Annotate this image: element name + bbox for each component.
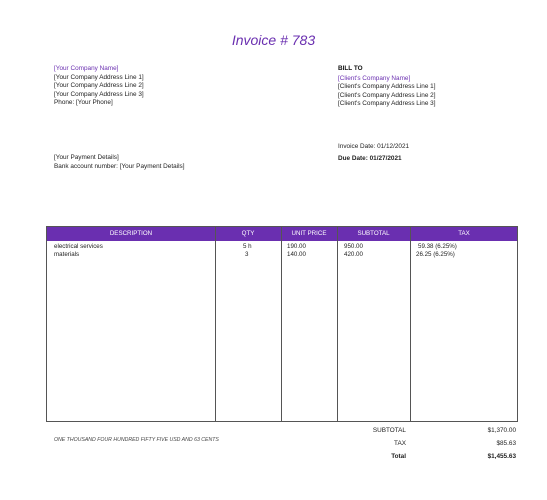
subtotal-row [340, 427, 516, 437]
line-items-table [46, 226, 518, 422]
totals-block [340, 427, 516, 467]
row-qty: 5 h [243, 243, 252, 250]
company-phone: Phone: [Your Phone] [54, 99, 113, 107]
table-header [47, 227, 517, 241]
bank-account: Bank account number: [Your Payment Details] [54, 162, 185, 170]
invoice-dates [338, 143, 409, 163]
subtotal-label: SUBTOTAL [372, 427, 406, 434]
row-qty: 3 [245, 251, 249, 258]
company-address-line-1: [Your Company Address Line 1] [54, 73, 144, 81]
bill-to-heading: BILL TO [338, 65, 363, 72]
client-address-line-2: [Client's Company Address Line 2] [338, 91, 436, 99]
payment-info [54, 154, 185, 171]
total-row [340, 453, 516, 463]
client-address-line-3: [Client's Company Address Line 3] [338, 100, 436, 108]
header-unit-price: UNIT PRICE [291, 230, 327, 237]
subtotal-value: $1,370.00 [487, 427, 516, 434]
row-description: electrical services [54, 243, 103, 250]
row-unit-price: 190.00 [287, 243, 306, 250]
row-subtotal: 420.00 [344, 251, 363, 258]
client-name: [Client's Company Name] [338, 74, 411, 82]
invoice-date: Invoice Date: 01/12/2021 [338, 143, 410, 150]
payment-details: [Your Payment Details] [54, 154, 119, 161]
company-address-line-2: [Your Company Address Line 2] [54, 82, 144, 90]
row-subtotal: 950.00 [344, 243, 363, 250]
table-row [47, 251, 517, 259]
header-qty: QTY [241, 230, 255, 237]
row-unit-price: 140.00 [287, 251, 306, 258]
header-subtotal: SUBTOTAL [357, 230, 390, 237]
amount-in-words: ONE THOUSAND FOUR HUNDRED FIFTY FIVE USD AND 63 CENTS [54, 437, 219, 443]
client-address-line-1: [Client's Company Address Line 1] [338, 83, 436, 91]
header-description: DESCRIPTION [109, 230, 153, 237]
company-address-line-3: [Your Company Address Line 3] [54, 90, 144, 98]
table-row [47, 243, 517, 251]
total-label: Total [391, 453, 406, 460]
row-tax: 59.38 (6.25%) [418, 243, 457, 250]
row-description: materials [54, 251, 80, 258]
invoice-title: Invoice # 783 [231, 32, 316, 48]
tax-row [340, 440, 516, 450]
company-name: [Your Company Name] [54, 65, 119, 72]
tax-label: TAX [394, 440, 406, 447]
due-date: Due Date: 01/27/2021 [338, 154, 402, 162]
company-info [54, 65, 144, 108]
total-value: $1,455.63 [487, 453, 516, 460]
bill-to [338, 65, 436, 109]
row-tax: 26.25 (6.25%) [416, 251, 455, 258]
tax-value: $85.63 [496, 440, 516, 447]
header-tax: TAX [458, 230, 470, 237]
